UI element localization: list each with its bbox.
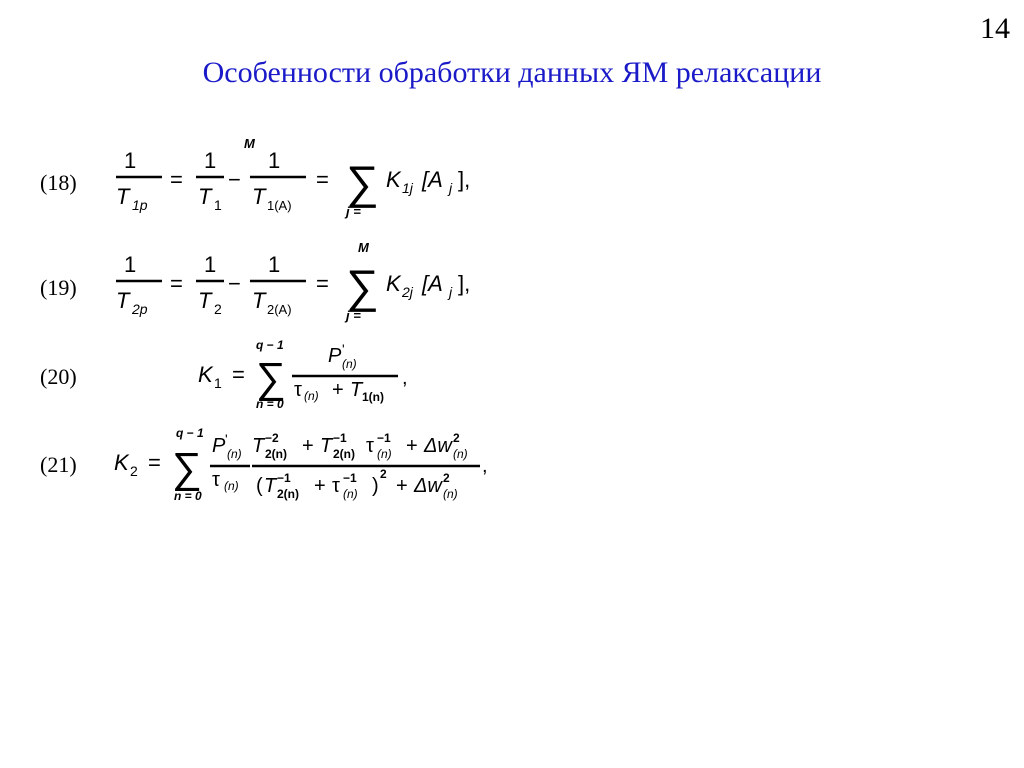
- den-t: T: [264, 475, 277, 497]
- den-t: T: [350, 379, 363, 401]
- lhs-k-sub: 1: [214, 375, 222, 391]
- num-dw-sub: (n): [453, 447, 468, 461]
- sum-lower: n = 0: [174, 489, 202, 503]
- formula-21: [110, 422, 500, 506]
- frac-denominator: T: [198, 184, 212, 209]
- frac-numerator: 1: [204, 252, 217, 277]
- rhs-k-sub: 1j: [402, 180, 413, 196]
- sum-upper: q − 1: [256, 338, 284, 352]
- equals-sign: =: [148, 450, 161, 475]
- equation-number-21: (21): [40, 452, 77, 477]
- den-tau: τ: [294, 379, 302, 401]
- equation-number-20: (20): [40, 364, 77, 389]
- frac1-den-tau: τ: [212, 469, 220, 491]
- lhs-k: K: [114, 450, 129, 475]
- den-tau-sup: −1: [343, 471, 357, 485]
- equals-sign: =: [170, 271, 183, 296]
- sum-icon: ∑: [256, 354, 286, 401]
- num-t2: T: [320, 435, 333, 457]
- formula-20: [190, 334, 430, 414]
- frac-denominator-sub: 2(A): [267, 302, 292, 317]
- sum-icon: ∑: [346, 260, 379, 312]
- minus-sign: −: [228, 271, 241, 296]
- num-tau-sup: −1: [377, 431, 391, 445]
- num-t2-sup: −1: [333, 431, 347, 445]
- frac-numerator: 1: [124, 252, 137, 277]
- equation-number-19: (19): [40, 275, 77, 300]
- rhs-a: [A: [422, 271, 443, 296]
- num-t1-sup: −2: [265, 431, 279, 445]
- end-comma: ,: [402, 367, 408, 389]
- frac1-num-p: P: [212, 435, 226, 457]
- den-plus1: +: [314, 475, 326, 497]
- den-dw: Δw: [414, 475, 442, 497]
- slide-title: Особенности обработки данных ЯМ релаксации: [202, 56, 822, 89]
- num-dw: Δw: [424, 435, 452, 457]
- num-tau: τ: [366, 435, 374, 457]
- lhs-k: K: [198, 362, 213, 387]
- frac-denominator-sub: 2: [214, 301, 222, 317]
- num-t1: T: [252, 435, 265, 457]
- rhs-k-sub: 2j: [402, 284, 413, 300]
- sum-upper: M: [244, 136, 255, 151]
- rhs-end: ],: [458, 167, 471, 192]
- frac-denominator: T: [252, 288, 266, 313]
- den-tau: τ: [332, 475, 340, 497]
- frac1-den-sub: (n): [224, 479, 239, 493]
- rhs-k: K: [386, 271, 401, 296]
- sum-icon: ∑: [346, 156, 379, 208]
- frac-numerator: 1: [268, 148, 281, 173]
- den-plus: +: [332, 379, 344, 401]
- sum-icon: ∑: [172, 444, 202, 491]
- rhs-a-sub: j: [449, 284, 453, 300]
- frac-denominator-sub: 1(A): [267, 198, 292, 213]
- num-tau-sub: (n): [377, 447, 392, 461]
- rhs-k: K: [386, 167, 401, 192]
- den-dw-sub: (n): [443, 487, 458, 501]
- frac-denominator-sub: 2p: [132, 301, 148, 317]
- rhs-a-sub: j: [449, 180, 453, 196]
- frac-numerator: 1: [124, 148, 137, 173]
- end-comma: ,: [482, 455, 488, 477]
- sum-upper: q − 1: [176, 426, 204, 440]
- frac-denominator: T: [252, 184, 266, 209]
- den-dw-sup: 2: [443, 471, 450, 485]
- num-t1-sub: 2(n): [265, 447, 287, 461]
- equals-sign: =: [170, 167, 183, 192]
- equals-sign: =: [316, 271, 329, 296]
- frac-denominator: T: [198, 288, 212, 313]
- numerator-p: P: [328, 345, 342, 367]
- rhs-a: [A: [422, 167, 443, 192]
- sum-lower: j =: [346, 204, 361, 219]
- equation-number-18: (18): [40, 170, 77, 195]
- frac-denominator: T: [116, 184, 130, 209]
- rhs-end: ],: [458, 271, 471, 296]
- numerator-p-sub: (n): [342, 357, 357, 371]
- num-dw-sup: 2: [453, 431, 460, 445]
- num-t2-sub: 2(n): [333, 447, 355, 461]
- frac-numerator: 1: [268, 252, 281, 277]
- frac-denominator-sub: 1p: [132, 197, 148, 213]
- den-tau-sub: (n): [343, 487, 358, 501]
- lhs-k-sub: 2: [130, 463, 138, 479]
- formula-19: [110, 234, 510, 329]
- frac1-num-sup: ': [225, 431, 228, 447]
- den-open: (: [256, 475, 263, 497]
- den-close: ): [372, 475, 379, 497]
- formula-18: [110, 130, 510, 225]
- sum-lower: j =: [346, 308, 361, 323]
- equals-sign: =: [232, 362, 245, 387]
- equals-sign: =: [316, 167, 329, 192]
- sum-lower: n = 0: [256, 397, 284, 411]
- den-close-sup: 2: [380, 467, 387, 481]
- den-t-sub: 1(n): [362, 390, 384, 404]
- num-plus1: +: [302, 435, 314, 457]
- numerator-p-sup: ': [342, 341, 345, 357]
- den-t-sub: 2(n): [277, 487, 299, 501]
- frac-denominator: T: [116, 288, 130, 313]
- minus-sign: −: [228, 167, 241, 192]
- num-plus2: +: [406, 435, 418, 457]
- frac-denominator-sub: 1: [214, 197, 222, 213]
- sum-upper: M: [358, 240, 369, 255]
- den-tau-sub: (n): [304, 389, 319, 403]
- page-number: 14: [980, 12, 1010, 45]
- frac1-num-sub: (n): [227, 447, 242, 461]
- den-plus2: +: [396, 475, 408, 497]
- frac-numerator: 1: [204, 148, 217, 173]
- den-t-sup: −1: [277, 471, 291, 485]
